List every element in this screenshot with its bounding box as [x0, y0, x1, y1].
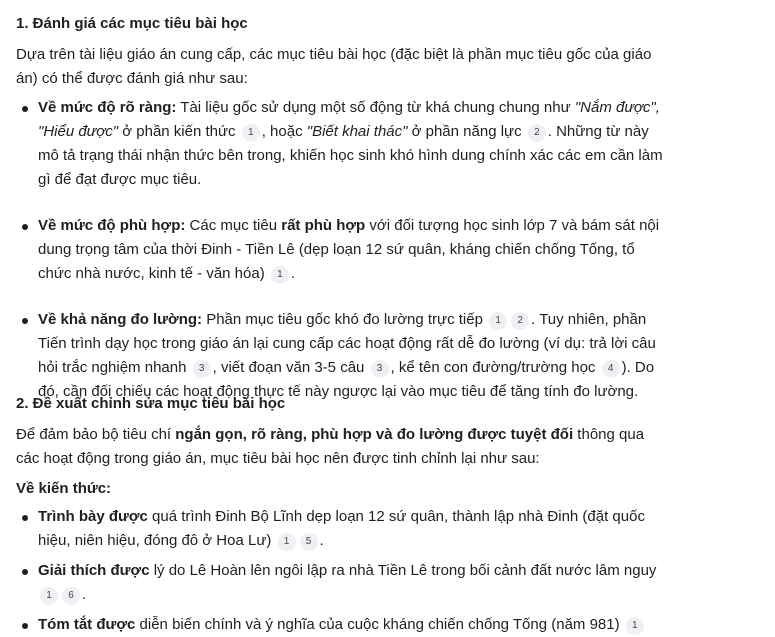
item-label: Về mức độ phù hợp: — [38, 217, 186, 234]
item-text: Tài liệu gốc sử dụng một số động từ khá chung chung như — [176, 99, 575, 116]
item-label: Tóm tắt được — [38, 616, 136, 633]
list-item-clarity — [16, 96, 666, 192]
citation-chip[interactable]: 6 — [62, 587, 80, 605]
list-item-explain — [16, 559, 666, 607]
citation-chip[interactable]: 1 — [489, 312, 507, 330]
item-text: với đối tượng học sinh lớp 7 và bám sát nội dung trọng tâm của thời Đinh - Tiền Lê (dẹp loạn 12 sứ quân, kháng chiến chống Tống, tổ chức nhà nước, kinh tế - văn hóa) — [38, 217, 660, 282]
item-text: . — [82, 586, 87, 603]
section-1-list — [16, 96, 666, 404]
section-2-heading: 2. Đề xuất chỉnh sửa mục tiêu bài học — [16, 395, 286, 412]
citation-chip[interactable]: 4 — [602, 360, 620, 378]
citation-chip[interactable]: 2 — [511, 312, 529, 330]
section-1-intro: Dựa trên tài liệu giáo án cung cấp, các mục tiêu bài học (đặc biệt là phần mục tiêu gốc của giáo án) có thể được đánh giá như sau: — [16, 46, 652, 87]
item-label: Giải thích được — [38, 562, 150, 579]
item-text: Phần mục tiêu gốc khó đo lường trực tiếp — [202, 311, 488, 328]
item-text: Các mục tiêu — [185, 217, 282, 234]
item-bold: rất phù hợp — [281, 217, 366, 234]
item-text: ở phần kiến thức — [118, 123, 240, 140]
citation-chip[interactable]: 3 — [193, 360, 211, 378]
item-text: . Những từ này mô tả trạng thái nhận thức bên trong, khiến học sinh khó hình dung chính xác các em cần làm gì để đạt được mục tiêu. — [38, 123, 663, 188]
item-text: quá trình Đinh Bộ Lĩnh dẹp loạn 12 sứ quân, thành lập nhà Đinh (đặt quốc hiệu, niên hiệu, đóng đô ở Hoa Lư) — [38, 508, 645, 549]
item-text: , kể tên con đường/trường học — [390, 359, 600, 376]
section-1-heading: 1. Đánh giá các mục tiêu bài học — [16, 15, 248, 32]
intro-bold: ngắn gọn, rõ ràng, phù hợp và đo lường được tuyệt đối — [175, 426, 574, 443]
list-item-summarize — [16, 613, 666, 637]
item-text: lý do Lê Hoàn lên ngôi lập ra nhà Tiền Lê trong bối cảnh đất nước lâm nguy — [149, 562, 657, 579]
item-text: ). Do đó, cần đối chiếu các hoạt động thực tế này ngược lại vào mục tiêu để tăng tính đo lường. — [38, 359, 655, 400]
section-2-list — [16, 505, 666, 637]
item-text: . Tuy nhiên, phần Tiến trình dạy học trong giáo án lại cung cấp các hoạt động rất dễ đo lường (ví dụ: trả lời câu hỏi trắc nghiệm nhanh — [38, 311, 656, 376]
list-item-present — [16, 505, 666, 553]
item-text: , hoặc — [261, 123, 307, 140]
item-text: ở phần năng lực — [407, 123, 526, 140]
item-label: Về mức độ rõ ràng: — [38, 99, 177, 116]
citation-chip[interactable]: 1 — [40, 587, 58, 605]
item-label: Về khả năng đo lường: — [38, 311, 203, 328]
citation-chip[interactable]: 2 — [528, 124, 546, 142]
item-quote: "Biết khai thác" — [306, 123, 408, 140]
item-label: Trình bày được — [38, 508, 148, 525]
citation-chip[interactable]: 5 — [300, 533, 318, 551]
list-item-suitability — [16, 214, 666, 286]
item-text: . — [319, 532, 324, 549]
list-item-measurability — [16, 308, 666, 404]
intro-text: Để đảm bảo bộ tiêu chí — [16, 426, 176, 443]
item-text: . — [290, 265, 296, 282]
section-2-intro — [16, 423, 656, 471]
citation-chip[interactable]: 1 — [271, 266, 289, 284]
citation-chip[interactable]: 1 — [278, 533, 296, 551]
citation-chip[interactable]: 1 — [626, 617, 644, 635]
intro-text: thông qua các hoạt động trong giáo án, mục tiêu bài học nên được tinh chỉnh lại như sau: — [16, 426, 645, 467]
citation-chip[interactable]: 3 — [371, 360, 389, 378]
item-text: diễn biến chính và ý nghĩa của cuộc kháng chiến chống Tống (năm 981) — [135, 616, 624, 633]
knowledge-subheading: Về kiến thức: — [16, 480, 112, 497]
item-quote: "Nắm được", "Hiểu được" — [38, 99, 660, 140]
citation-chip[interactable]: 1 — [242, 124, 260, 142]
item-text: , viết đoạn văn 3-5 câu — [212, 359, 369, 376]
